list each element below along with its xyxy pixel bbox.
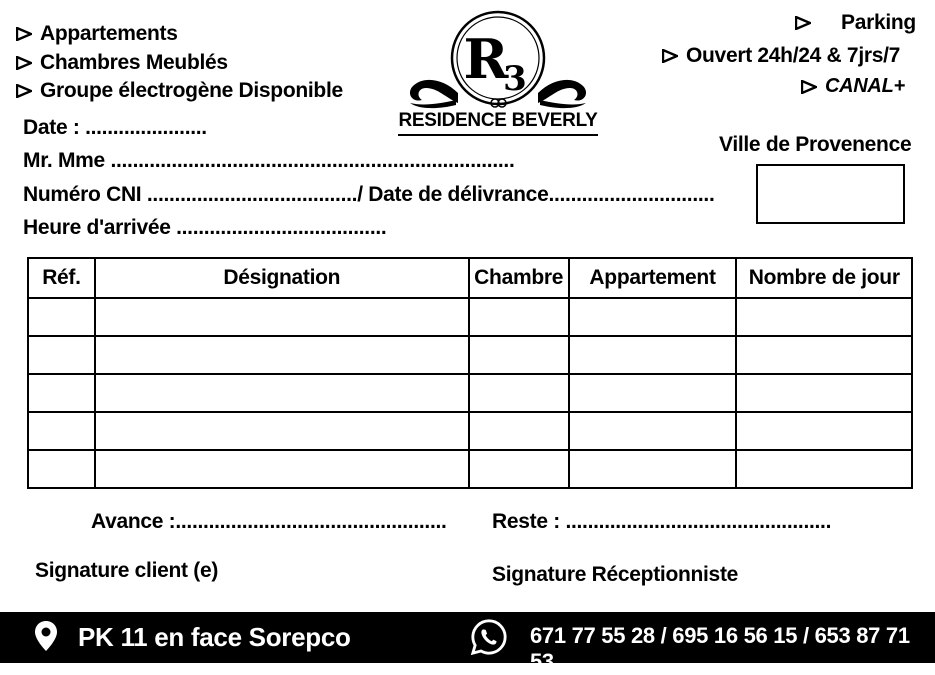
table-row [28,298,912,336]
registration-table [27,257,913,489]
arrival-field: Heure d'arrivée ...................................... [23,216,387,239]
table-cell[interactable] [469,412,569,450]
table-cell[interactable] [28,374,95,412]
header-apartment: Appartement [569,258,737,298]
header-designation: Désignation [95,258,469,298]
table-cell[interactable] [469,374,569,412]
table-cell[interactable] [736,374,912,412]
table-cell[interactable] [28,336,95,374]
table-cell[interactable] [469,336,569,374]
feature-apartments [16,22,178,46]
residence-name: RESIDENCE BEVERLY [398,110,598,136]
table-cell[interactable] [28,298,95,336]
table-cell[interactable] [469,298,569,336]
table-cell[interactable] [736,412,912,450]
svg-text:3: 3 [503,59,527,99]
table-cell[interactable] [569,412,737,450]
table-row [28,374,912,412]
feature-label: Chambres Meublés [40,51,228,74]
location-pin-icon [34,619,58,653]
cni-field: Numéro CNI ....................................../ Date de délivrance.............................. [23,183,715,206]
receptionist-signature: Signature Réceptionniste [492,563,739,586]
feature-label: Parking [841,11,916,34]
table-cell[interactable] [736,450,912,488]
table-cell[interactable] [95,336,469,374]
feature-label: Ouvert 24h/24 & 7jrs/7 [686,44,901,67]
header-ref: Réf. [28,258,95,298]
arrow-icon [795,16,811,30]
table-cell[interactable] [569,298,737,336]
table-cell[interactable] [569,374,737,412]
advance-field: Avance :................................................. [91,510,447,533]
phone-numbers: 671 77 55 28 / 695 16 56 15 / 653 87 71 53 [530,623,910,674]
table-row [28,412,912,450]
whatsapp-icon [470,618,508,656]
canal-logo: CANAL+ [825,75,905,97]
name-field: Mr. Mme ......................................................................... [23,149,515,172]
footer-bar [0,612,935,674]
header-days: Nombre de jour [736,258,912,298]
feature-label: Appartements [40,22,178,45]
arrow-icon [662,49,678,63]
svg-text:R: R [463,27,509,91]
feature-furnished-rooms [16,51,228,75]
feature-canal [801,75,905,98]
arrow-icon [16,84,32,98]
feature-label: Groupe électrogène Disponible [40,79,343,102]
feature-parking [795,11,916,35]
table-cell[interactable] [95,450,469,488]
table-cell[interactable] [95,412,469,450]
client-signature: Signature client (e) [35,559,219,582]
table-cell[interactable] [569,450,737,488]
header-room: Chambre [469,258,569,298]
table-cell[interactable] [95,374,469,412]
feature-generator [16,79,343,103]
feature-hours [662,44,900,68]
stamp-box [756,164,905,224]
date-field: Date : ...................... [23,116,207,139]
left-ornament-icon [410,80,458,103]
address: PK 11 en face Sorepco [78,622,351,652]
right-ornament-icon [538,80,586,103]
table-row [28,450,912,488]
arrow-icon [801,80,817,94]
arrow-icon [16,56,32,70]
city-label: Ville de Provenence [719,133,912,156]
table-cell[interactable] [569,336,737,374]
arrow-icon [16,27,32,41]
table-cell[interactable] [95,298,469,336]
table-row [28,336,912,374]
table-cell[interactable] [28,412,95,450]
table-cell[interactable] [469,450,569,488]
table-cell[interactable] [736,336,912,374]
table-cell[interactable] [736,298,912,336]
table-header-row [28,258,912,298]
remaining-field: Reste : ................................................ [492,510,832,533]
table-cell[interactable] [28,450,95,488]
